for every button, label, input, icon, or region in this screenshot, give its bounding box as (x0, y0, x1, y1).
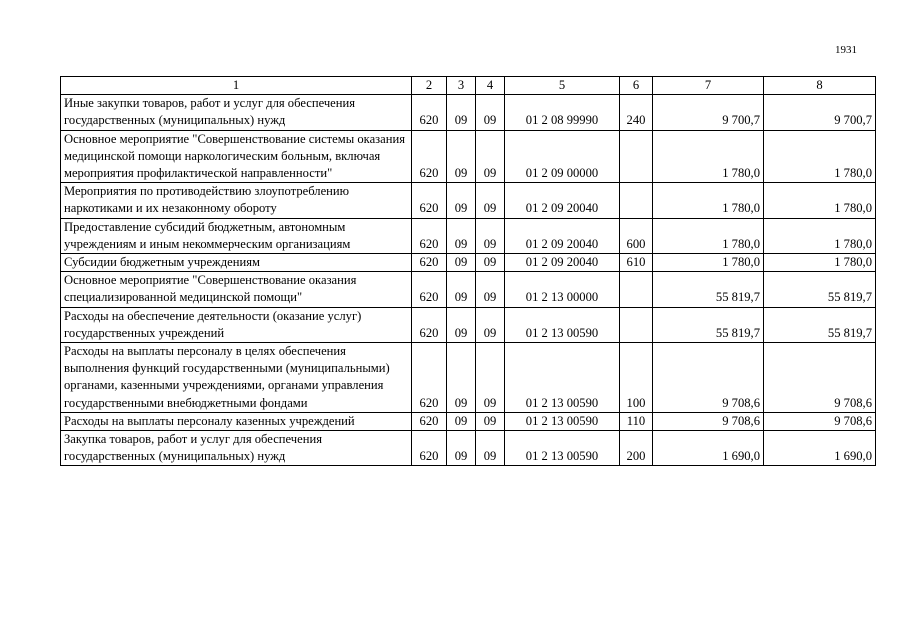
row-subsection-cell: 09 (476, 130, 505, 183)
row-name-cell: Расходы на выплаты персоналу в целях обеспечения выполнения функций государственными (муниципальными) органами, казенными учреждениями, органами управления государственными внебюджетными фондами (61, 343, 412, 413)
row-section-cell: 09 (447, 272, 476, 307)
row-amount2-cell: 9 700,7 (764, 95, 876, 130)
row-amount-cell: 55 819,7 (653, 307, 764, 342)
row-type-cell: 100 (620, 343, 653, 413)
row-name-cell: Расходы на обеспечение деятельности (оказание услуг) государственных учреждений (61, 307, 412, 342)
row-name-cell: Предоставление субсидий бюджетным, автономным учреждениям и иным некоммерческим организациям (61, 218, 412, 253)
row-name-cell: Субсидии бюджетным учреждениям (61, 254, 412, 272)
row-target-cell: 01 2 09 20040 (505, 218, 620, 253)
row-amount-cell: 1 780,0 (653, 183, 764, 218)
row-code-cell: 620 (412, 254, 447, 272)
header-cell-7: 7 (653, 77, 764, 95)
row-type-cell: 110 (620, 412, 653, 430)
header-cell-8: 8 (764, 77, 876, 95)
table-row (61, 412, 876, 430)
row-target-cell: 01 2 13 00590 (505, 343, 620, 413)
table-row (61, 343, 876, 413)
row-target-cell: 01 2 08 99990 (505, 95, 620, 130)
row-subsection-cell: 09 (476, 431, 505, 466)
row-type-cell (620, 307, 653, 342)
row-name-cell: Иные закупки товаров, работ и услуг для обеспечения государственных (муниципальных) нужд (61, 95, 412, 130)
row-subsection-cell: 09 (476, 343, 505, 413)
row-section-cell: 09 (447, 412, 476, 430)
row-type-cell: 600 (620, 218, 653, 253)
row-target-cell: 01 2 09 20040 (505, 183, 620, 218)
row-amount-cell: 9 708,6 (653, 412, 764, 430)
header-cell-4: 4 (476, 77, 505, 95)
table-row (61, 431, 876, 466)
row-section-cell: 09 (447, 218, 476, 253)
row-amount-cell: 1 690,0 (653, 431, 764, 466)
row-amount-cell: 1 780,0 (653, 218, 764, 253)
table-row (61, 95, 876, 130)
row-amount2-cell: 1 690,0 (764, 431, 876, 466)
row-target-cell: 01 2 13 00000 (505, 272, 620, 307)
row-type-cell (620, 130, 653, 183)
row-amount2-cell: 1 780,0 (764, 254, 876, 272)
header-cell-3: 3 (447, 77, 476, 95)
row-name-cell: Закупка товаров, работ и услуг для обеспечения государственных (муниципальных) нужд (61, 431, 412, 466)
table-row (61, 307, 876, 342)
header-row (61, 77, 876, 95)
row-section-cell: 09 (447, 431, 476, 466)
row-section-cell: 09 (447, 343, 476, 413)
row-code-cell: 620 (412, 272, 447, 307)
row-type-cell: 610 (620, 254, 653, 272)
row-subsection-cell: 09 (476, 254, 505, 272)
table-row (61, 183, 876, 218)
row-target-cell: 01 2 13 00590 (505, 307, 620, 342)
row-amount2-cell: 1 780,0 (764, 130, 876, 183)
table-row (61, 272, 876, 307)
table-row (61, 218, 876, 253)
row-amount-cell: 9 708,6 (653, 343, 764, 413)
row-section-cell: 09 (447, 130, 476, 183)
row-section-cell: 09 (447, 307, 476, 342)
table-row (61, 254, 876, 272)
row-code-cell: 620 (412, 412, 447, 430)
header-cell-1: 1 (61, 77, 412, 95)
row-amount2-cell: 1 780,0 (764, 183, 876, 218)
row-section-cell: 09 (447, 254, 476, 272)
header-cell-5: 5 (505, 77, 620, 95)
row-subsection-cell: 09 (476, 272, 505, 307)
row-type-cell (620, 272, 653, 307)
row-target-cell: 01 2 13 00590 (505, 412, 620, 430)
row-amount2-cell: 1 780,0 (764, 218, 876, 253)
row-type-cell: 200 (620, 431, 653, 466)
row-name-cell: Расходы на выплаты персоналу казенных учреждений (61, 412, 412, 430)
row-amount-cell: 1 780,0 (653, 130, 764, 183)
row-code-cell: 620 (412, 95, 447, 130)
row-code-cell: 620 (412, 307, 447, 342)
row-type-cell (620, 183, 653, 218)
row-amount2-cell: 55 819,7 (764, 272, 876, 307)
row-subsection-cell: 09 (476, 412, 505, 430)
row-amount-cell: 1 780,0 (653, 254, 764, 272)
row-subsection-cell: 09 (476, 307, 505, 342)
row-target-cell: 01 2 09 20040 (505, 254, 620, 272)
row-target-cell: 01 2 09 00000 (505, 130, 620, 183)
row-subsection-cell: 09 (476, 218, 505, 253)
row-amount2-cell: 9 708,6 (764, 412, 876, 430)
row-code-cell: 620 (412, 431, 447, 466)
row-type-cell: 240 (620, 95, 653, 130)
row-name-cell: Основное мероприятие "Совершенствование системы оказания медицинской помощи наркологическим больным, включая мероприятия профилактической направленности" (61, 130, 412, 183)
row-name-cell: Мероприятия по противодействию злоупотреблению наркотиками и их незаконному обороту (61, 183, 412, 218)
row-amount-cell: 55 819,7 (653, 272, 764, 307)
row-target-cell: 01 2 13 00590 (505, 431, 620, 466)
header-cell-6: 6 (620, 77, 653, 95)
row-amount-cell: 9 700,7 (653, 95, 764, 130)
row-subsection-cell: 09 (476, 95, 505, 130)
row-section-cell: 09 (447, 95, 476, 130)
budget-table (60, 76, 876, 466)
row-amount2-cell: 55 819,7 (764, 307, 876, 342)
row-section-cell: 09 (447, 183, 476, 218)
row-code-cell: 620 (412, 343, 447, 413)
row-code-cell: 620 (412, 183, 447, 218)
row-code-cell: 620 (412, 218, 447, 253)
page-number: 1931 (835, 44, 857, 56)
row-subsection-cell: 09 (476, 183, 505, 218)
row-amount2-cell: 9 708,6 (764, 343, 876, 413)
row-name-cell: Основное мероприятие "Совершенствование оказания специализированной медицинской помощи" (61, 272, 412, 307)
row-code-cell: 620 (412, 130, 447, 183)
header-cell-2: 2 (412, 77, 447, 95)
table-row (61, 130, 876, 183)
